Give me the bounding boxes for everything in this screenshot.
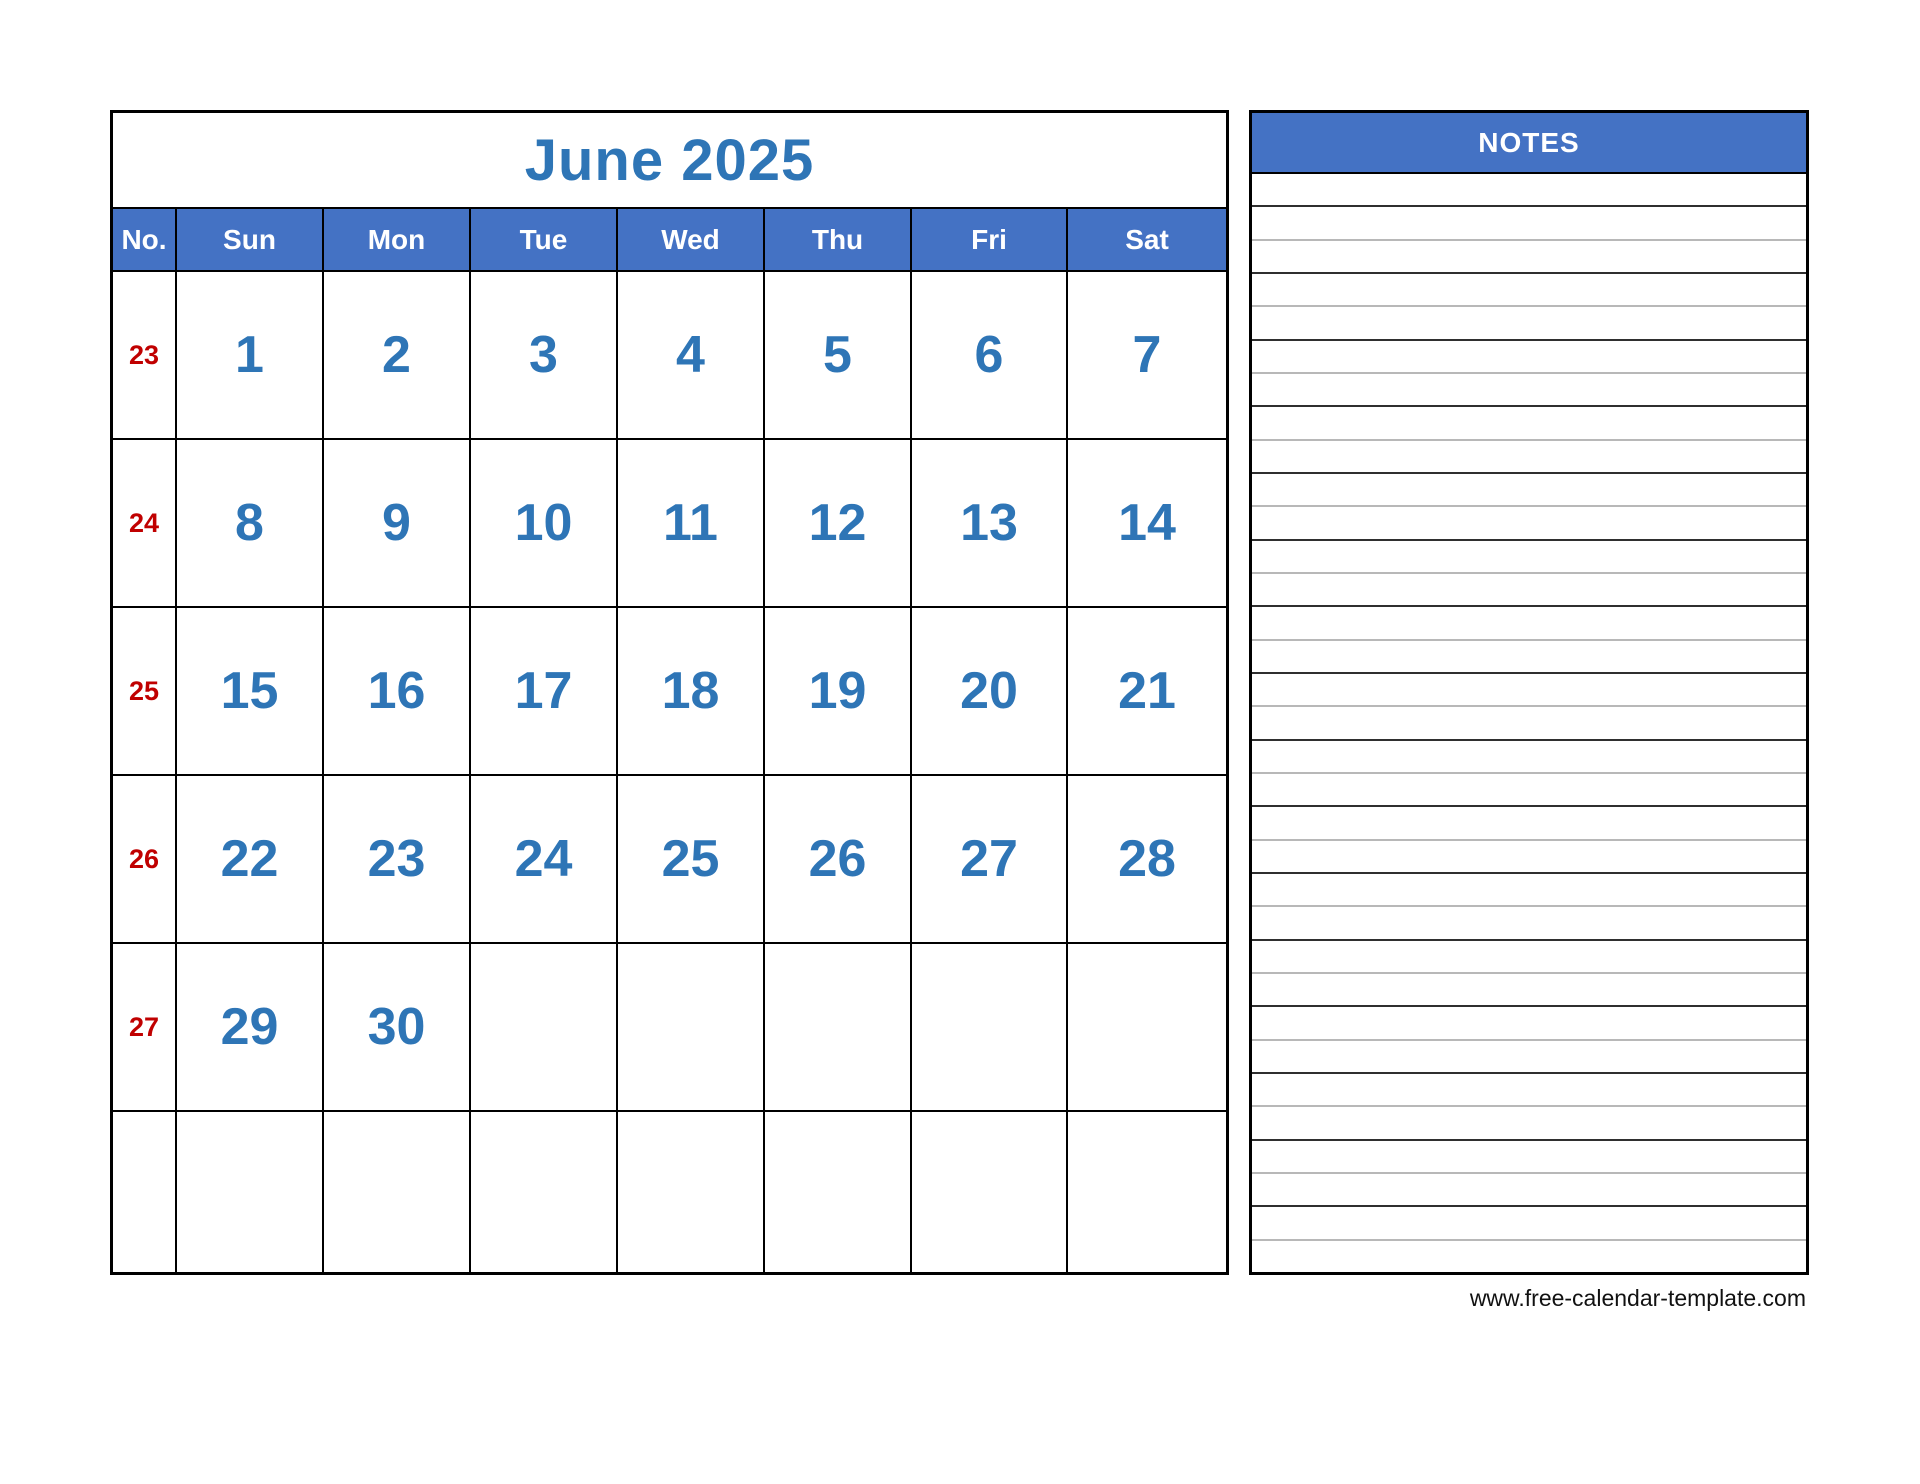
date-cell-empty[interactable] [1068,944,1226,1112]
note-line [1252,674,1806,707]
note-line [1252,841,1806,874]
note-line [1252,1241,1806,1272]
date-cell-empty[interactable] [912,1112,1068,1272]
day-header-thu: Thu [765,209,912,272]
date-cell-5[interactable]: 5 [765,272,912,440]
note-line [1252,641,1806,674]
note-line [1252,1107,1806,1140]
date-cell-empty[interactable] [471,1112,618,1272]
note-line [1252,374,1806,407]
date-cell-24[interactable]: 24 [471,776,618,944]
date-cell-7[interactable]: 7 [1068,272,1226,440]
note-line [1252,474,1806,507]
date-cell-23[interactable]: 23 [324,776,471,944]
week-number: 24 [113,440,177,608]
date-cell-13[interactable]: 13 [912,440,1068,608]
date-cell-19[interactable]: 19 [765,608,912,776]
date-cell-2[interactable]: 2 [324,272,471,440]
day-header-tue: Tue [471,209,618,272]
day-header-no: No. [113,209,177,272]
note-line [1252,207,1806,240]
date-cell-9[interactable]: 9 [324,440,471,608]
date-cell-empty[interactable] [471,944,618,1112]
date-cell-empty[interactable] [618,1112,765,1272]
note-line [1252,1207,1806,1240]
notes-header [1252,113,1806,174]
note-line [1252,1141,1806,1174]
date-cell-15[interactable]: 15 [177,608,324,776]
note-line [1252,407,1806,440]
note-line [1252,807,1806,840]
day-header-wed: Wed [618,209,765,272]
note-line [1252,974,1806,1007]
date-cell-6[interactable]: 6 [912,272,1068,440]
date-cell-4[interactable]: 4 [618,272,765,440]
note-line [1252,774,1806,807]
calendar-title-row [113,113,1226,209]
date-cell-empty[interactable] [618,944,765,1112]
date-cell-3[interactable]: 3 [471,272,618,440]
note-line [1252,274,1806,307]
note-line [1252,1007,1806,1040]
date-cell-22[interactable]: 22 [177,776,324,944]
note-line [1252,241,1806,274]
day-header-fri: Fri [912,209,1068,272]
note-line [1252,741,1806,774]
notes-lines-area [1252,174,1806,1272]
date-cell-28[interactable]: 28 [1068,776,1226,944]
date-cell-empty[interactable] [177,1112,324,1272]
note-line [1252,607,1806,640]
date-cell-14[interactable]: 14 [1068,440,1226,608]
notes-panel [1249,110,1809,1275]
date-cell-empty[interactable] [912,944,1068,1112]
week-number: 27 [113,944,177,1112]
date-cell-10[interactable]: 10 [471,440,618,608]
note-line [1252,874,1806,907]
calendar-panel [110,110,1229,1275]
note-line [1252,941,1806,974]
calendar-grid [113,209,1226,1272]
date-cell-27[interactable]: 27 [912,776,1068,944]
watermark-link[interactable]: www.free-calendar-template.com [1469,1285,1806,1311]
date-cell-17[interactable]: 17 [471,608,618,776]
note-line [1252,307,1806,340]
note-line [1252,1041,1806,1074]
note-line [1252,1074,1806,1107]
date-cell-empty[interactable] [1068,1112,1226,1272]
notes-title: NOTES [1478,126,1580,158]
note-line [1252,1174,1806,1207]
note-line [1252,174,1806,207]
date-cell-26[interactable]: 26 [765,776,912,944]
date-cell-1[interactable]: 1 [177,272,324,440]
calendar-title: June 2025 [524,127,815,193]
date-cell-29[interactable]: 29 [177,944,324,1112]
note-line [1252,541,1806,574]
note-line [1252,507,1806,540]
week-number: 23 [113,272,177,440]
date-cell-18[interactable]: 18 [618,608,765,776]
week-number: 25 [113,608,177,776]
date-cell-11[interactable]: 11 [618,440,765,608]
note-line [1252,341,1806,374]
date-cell-25[interactable]: 25 [618,776,765,944]
date-cell-21[interactable]: 21 [1068,608,1226,776]
date-cell-20[interactable]: 20 [912,608,1068,776]
note-line [1252,907,1806,940]
note-line [1252,441,1806,474]
date-cell-12[interactable]: 12 [765,440,912,608]
day-header-sat: Sat [1068,209,1226,272]
day-header-sun: Sun [177,209,324,272]
note-line [1252,707,1806,740]
date-cell-30[interactable]: 30 [324,944,471,1112]
date-cell-empty[interactable] [765,944,912,1112]
week-number [113,1112,177,1272]
date-cell-8[interactable]: 8 [177,440,324,608]
date-cell-16[interactable]: 16 [324,608,471,776]
day-header-mon: Mon [324,209,471,272]
note-line [1252,574,1806,607]
date-cell-empty[interactable] [324,1112,471,1272]
week-number: 26 [113,776,177,944]
date-cell-empty[interactable] [765,1112,912,1272]
